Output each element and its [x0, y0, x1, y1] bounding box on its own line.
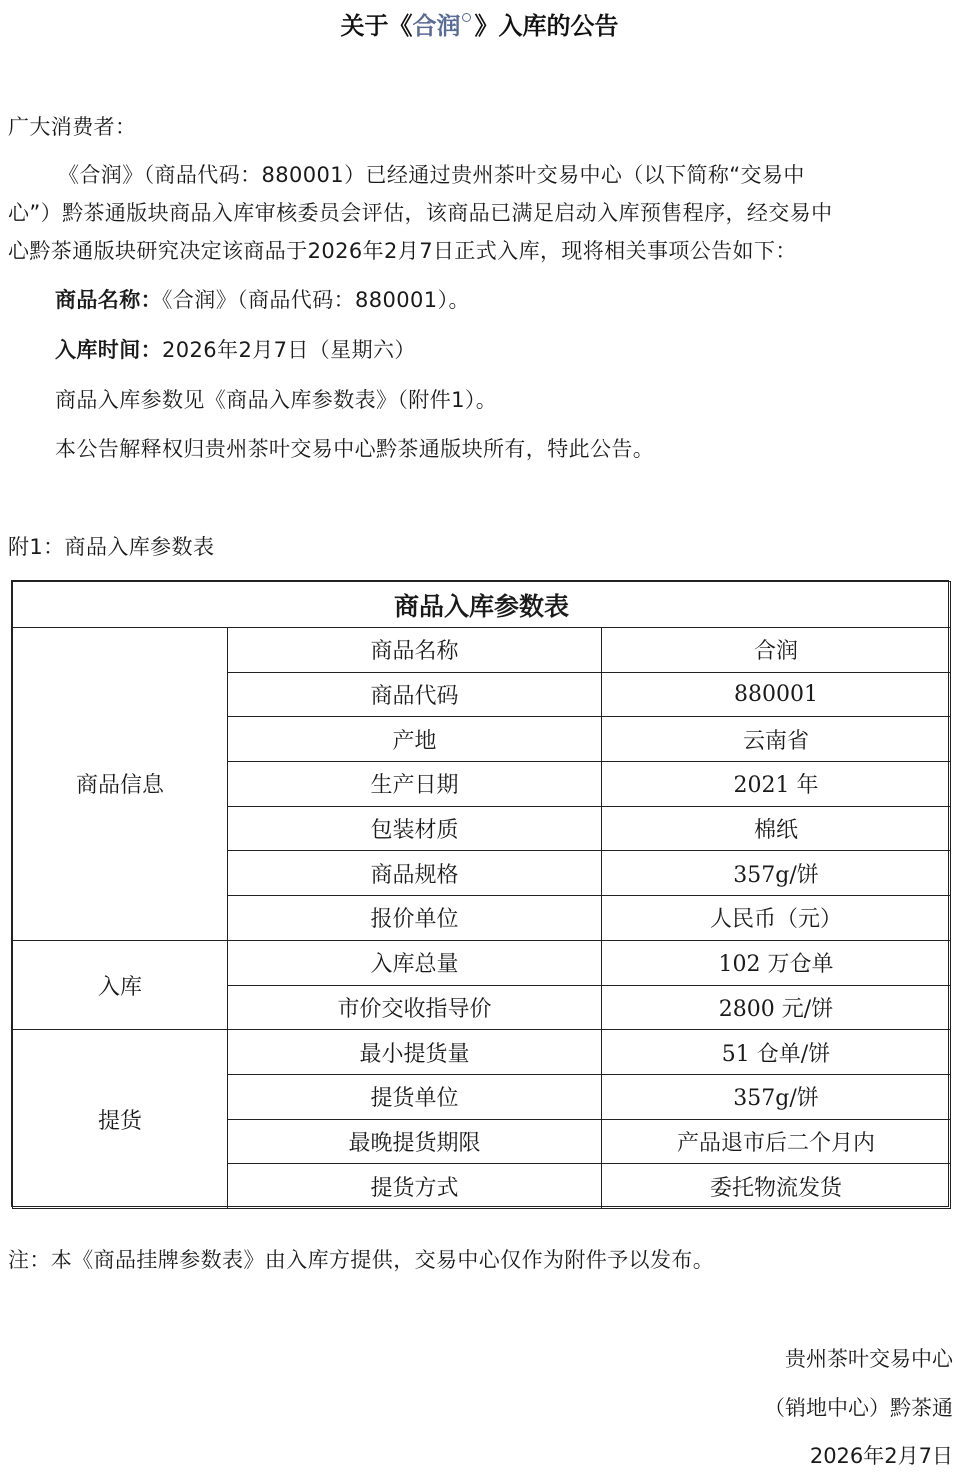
- param-value-cell: 357g/饼: [602, 851, 951, 896]
- body-line-1: 《合润》（商品代码：880001）已经通过贵州茶叶交易中心（以下简称“交易中: [58, 163, 805, 187]
- title-prefix: 关于《: [340, 12, 413, 40]
- param-value-cell: 合润: [602, 628, 951, 673]
- params-table-container: [11, 580, 949, 1207]
- param-key-cell: 最小提货量: [228, 1030, 602, 1075]
- param-key-cell: 最晚提货期限: [228, 1119, 602, 1164]
- param-key-cell: 商品名称: [228, 628, 602, 673]
- param-key-cell: 入库总量: [228, 940, 602, 985]
- params-reference: 商品入库参数见《商品入库参数表》（附件1）。: [55, 388, 498, 412]
- params-table: [12, 581, 951, 1209]
- param-key-cell: 提货方式: [228, 1164, 602, 1209]
- param-value-cell: 2021 年: [602, 762, 951, 807]
- greeting: 广大消费者：: [8, 115, 137, 139]
- listing-time-line: [55, 335, 416, 365]
- listing-time-value: 2026年2月7日（星期六）: [162, 338, 416, 362]
- param-key-cell: 提货单位: [228, 1074, 602, 1119]
- product-name-value: 《合润》（商品代码：880001）。: [162, 288, 470, 312]
- table-row: [13, 940, 951, 985]
- param-value-cell: 棉纸: [602, 806, 951, 851]
- param-key-cell: 商品代码: [228, 672, 602, 717]
- product-name-line: [55, 285, 470, 315]
- param-value-cell: 880001: [602, 672, 951, 717]
- signature-date: 2026年2月7日: [809, 1444, 953, 1468]
- param-value-cell: 产品退市后二个月内: [602, 1119, 951, 1164]
- param-key-cell: 商品规格: [228, 851, 602, 896]
- title-search-link[interactable]: 合润: [412, 12, 461, 40]
- group-cell: 商品信息: [13, 628, 228, 941]
- param-key-cell: 包装材质: [228, 806, 602, 851]
- table-title: 商品入库参数表: [13, 582, 951, 628]
- table-row: [13, 1030, 951, 1075]
- rights-statement: 本公告解释权归贵州茶叶交易中心黔茶通版块所有，特此公告。: [55, 437, 655, 461]
- param-value-cell: 357g/饼: [602, 1074, 951, 1119]
- signature-org-line-1: 贵州茶叶交易中心: [785, 1347, 953, 1371]
- body-line-2: 心”）黔茶通版块商品入库审核委员会评估，该商品已满足启动入库预售程序，经交易中: [8, 201, 833, 225]
- search-icon[interactable]: [462, 13, 471, 22]
- signature-org-line-2: （销地中心）黔茶通: [764, 1396, 953, 1420]
- footnote: 注：本《商品挂牌参数表》由入库方提供，交易中心仅作为附件予以发布。: [8, 1248, 715, 1272]
- listing-time-label: 入库时间：: [55, 338, 162, 362]
- param-key-cell: 生产日期: [228, 762, 602, 807]
- attachment-label: 附1：商品入库参数表: [8, 535, 215, 559]
- title-suffix: 》入库的公告: [474, 12, 619, 40]
- param-value-cell: 102 万仓单: [602, 940, 951, 985]
- param-value-cell: 云南省: [602, 717, 951, 762]
- param-key-cell: 报价单位: [228, 896, 602, 941]
- product-name-label: 商品名称：: [55, 288, 162, 312]
- table-row: [13, 628, 951, 673]
- param-value-cell: 51 仓单/饼: [602, 1030, 951, 1075]
- page-title: [0, 8, 959, 44]
- param-value-cell: 委托物流发货: [602, 1164, 951, 1209]
- group-cell: 提货: [13, 1030, 228, 1209]
- param-value-cell: 人民币（元）: [602, 896, 951, 941]
- param-key-cell: 产地: [228, 717, 602, 762]
- group-cell: 入库: [13, 940, 228, 1029]
- param-key-cell: 市价交收指导价: [228, 985, 602, 1030]
- body-line-3: 心黔茶通版块研究决定该商品于2026年2月7日正式入库，现将相关事项公告如下：: [8, 239, 797, 263]
- param-value-cell: 2800 元/饼: [602, 985, 951, 1030]
